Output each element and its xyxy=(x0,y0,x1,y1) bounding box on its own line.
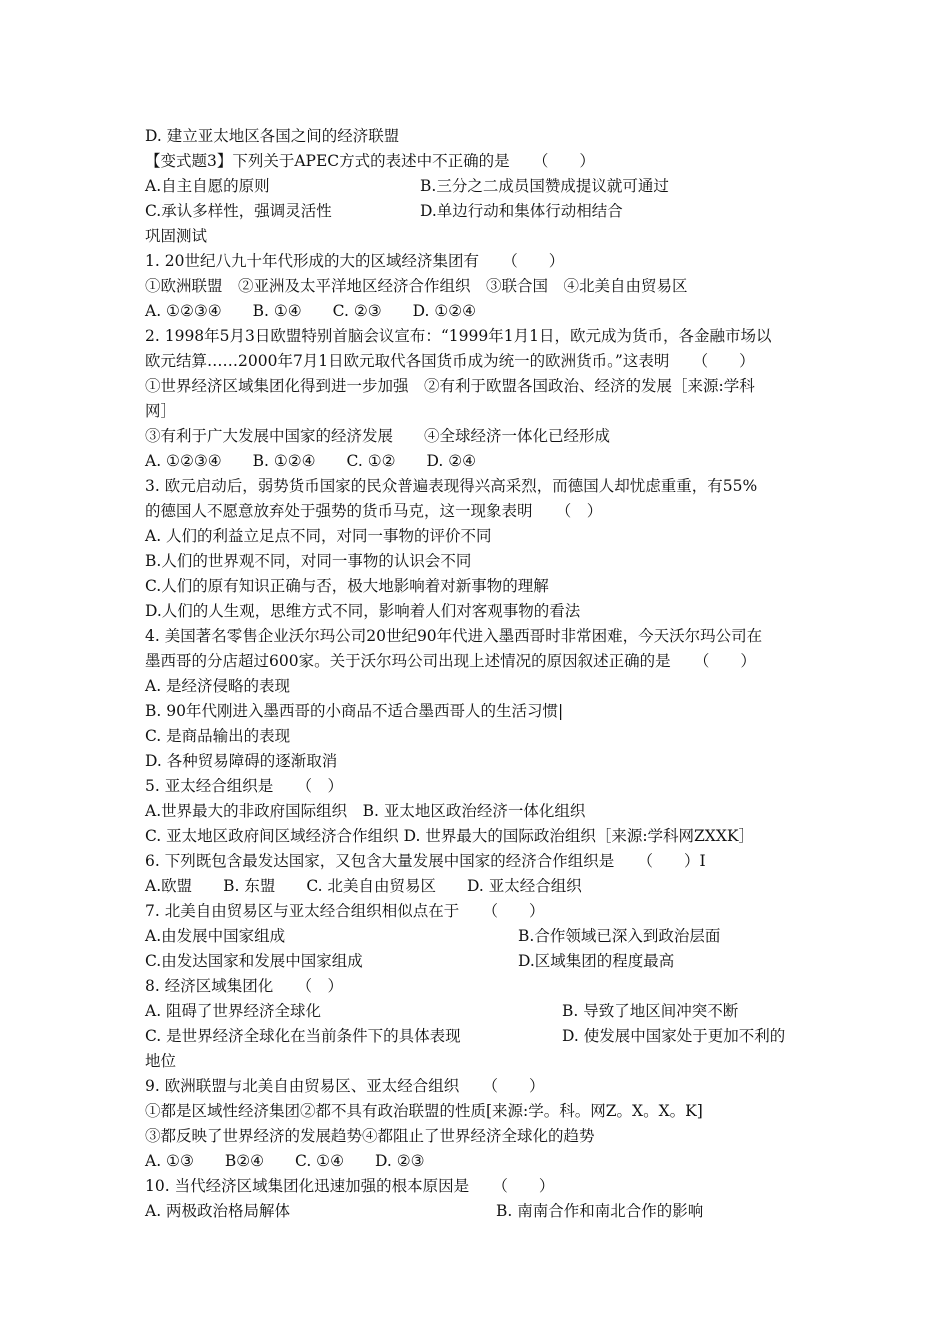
line-7: A. ①②③④ B. ①④ C. ②③ D. ①②④ xyxy=(145,302,477,320)
line-0: D. 建立亚太地区各国之间的经济联盟 xyxy=(145,127,400,145)
line-21: 墨西哥的分店超过600家。关于沃尔玛公司出现上述情况的原因叙述正确的是 （ ） xyxy=(145,652,756,670)
line-35: A. 阻碍了世界经济全球化 xyxy=(145,1002,322,1020)
line-18: C.人们的原有知识正确与否，极大地影响着对新事物的理解 xyxy=(145,577,549,595)
question-10: 10. 当代经济区域集团化迅速加强的根本原因是 （ ） xyxy=(145,1177,555,1195)
line-16: A. 人们的利益立足点不同，对同一事物的评价不同 xyxy=(145,527,492,545)
option-d: D.单边行动和集体行动相结合 xyxy=(420,202,623,220)
question-2: 2. 1998年5月3日欧盟特别首脑会议宣布：“1999年1月1日，欧元成为货币，各金融市场以 xyxy=(145,327,772,345)
line-11: 网］ xyxy=(145,402,177,420)
line-23: B. 90年代刚进入墨西哥的小商品不适合墨西哥人的生活习惯| xyxy=(145,702,564,720)
line-40: ③都反映了世界经济的发展趋势④都阻止了世界经济全球化的趋势 xyxy=(145,1127,595,1145)
question-1: 1. 20世纪八九十年代形成的大的区域经济集团有 （ ） xyxy=(145,252,565,270)
option-d-q8: D. 使发展中国家处于更加不利的 xyxy=(562,1027,786,1045)
option-b-q10: B. 南南合作和南北合作的影响 xyxy=(496,1202,704,1220)
line-6: ①欧洲联盟 ②亚洲及太平洋地区经济合作组织 ③联合国 ④北美自由贸易区 xyxy=(145,277,688,295)
line-33: C.由发达国家和发展中国家组成 xyxy=(145,952,363,970)
line-24: C. 是商品输出的表现 xyxy=(145,727,291,745)
line-37: 地位 xyxy=(145,1052,177,1070)
line-10: ①世界经济区域集团化得到进一步加强 ②有利于欧盟各国政治、经济的发展［来源:学科 xyxy=(145,377,755,395)
option-a: A.自主自愿的原则 xyxy=(145,177,270,195)
line-36: C. 是世界经济全球化在当前条件下的具体表现 xyxy=(145,1027,461,1045)
line-22: A. 是经济侵略的表现 xyxy=(145,677,291,695)
question-7: 7. 北美自由贸易区与亚太经合组织相似点在于 （ ） xyxy=(145,902,545,920)
question-5: 5. 亚太经合组织是 （ ） xyxy=(145,777,343,795)
question-4: 4. 美国著名零售企业沃尔玛公司20世纪90年代进入墨西哥时非常困难，今天沃尔玛公司在 xyxy=(145,627,763,645)
line-19: D.人们的人生观，思维方式不同，影响着人们对客观事物的看法 xyxy=(145,602,581,620)
line-12: ③有利于广大发展中国家的经济发展 ④全球经济一体化已经形成 xyxy=(145,427,611,445)
question-6: 6. 下列既包含最发达国家，又包含大量发展中国家的经济合作组织是 （ ）I xyxy=(145,852,706,870)
line-25: D. 各种贸易障碍的逐渐取消 xyxy=(145,752,338,770)
option-c: C.承认多样性，强调灵活性 xyxy=(145,202,332,220)
section-heading: 巩固测试 xyxy=(145,227,208,245)
variant-question-3: 【变式题3】下列关于APEC方式的表述中不正确的是 （ ） xyxy=(145,152,595,170)
line-28: C. 亚太地区政府间区域经济合作组织 D. 世界最大的国际政治组织［来源:学科网ZXXK］ xyxy=(145,827,754,845)
question-9: 9. 欧洲联盟与北美自由贸易区、亚太经合组织 （ ） xyxy=(145,1077,545,1095)
line-13: A. ①②③④ B. ①②④ C. ①② D. ②④ xyxy=(145,452,477,470)
question-8: 8. 经济区域集团化 （ ） xyxy=(145,977,343,995)
line-17: B.人们的世界观不同，对同一事物的认识会不同 xyxy=(145,552,472,570)
line-41: A. ①③ B②④ C. ①④ D. ②③ xyxy=(145,1152,425,1170)
option-b: B.三分之二成员国赞成提议就可通过 xyxy=(420,177,669,195)
line-27: A.世界最大的非政府国际组织 B. 亚太地区政治经济一体化组织 xyxy=(145,802,586,820)
line-39: ①都是区域性经济集团②都不具有政治联盟的性质[来源:学。科。网Z。X。X。K] xyxy=(145,1102,703,1120)
line-43: A. 两极政治格局解体 xyxy=(145,1202,291,1220)
question-3: 3. 欧元启动后，弱势货币国家的民众普遍表现得兴高采烈，而德国人却忧虑重重，有55% xyxy=(145,477,758,495)
line-30: A.欧盟 B. 东盟 C. 北美自由贸易区 D. 亚太经合组织 xyxy=(145,877,582,895)
option-b-q8: B. 导致了地区间冲突不断 xyxy=(562,1002,739,1020)
line-9: 欧元结算……2000年7月1日欧元取代各国货币成为统一的欧洲货币。”这表明 （ ） xyxy=(145,352,755,370)
line-32: A.由发展中国家组成 xyxy=(145,927,286,945)
option-b-q7: B.合作领域已深入到政治层面 xyxy=(518,927,721,945)
line-15: 的德国人不愿意放弃处于强势的货币马克，这一现象表明 （ ） xyxy=(145,502,603,520)
option-d-q7: D.区域集团的程度最高 xyxy=(518,952,675,970)
